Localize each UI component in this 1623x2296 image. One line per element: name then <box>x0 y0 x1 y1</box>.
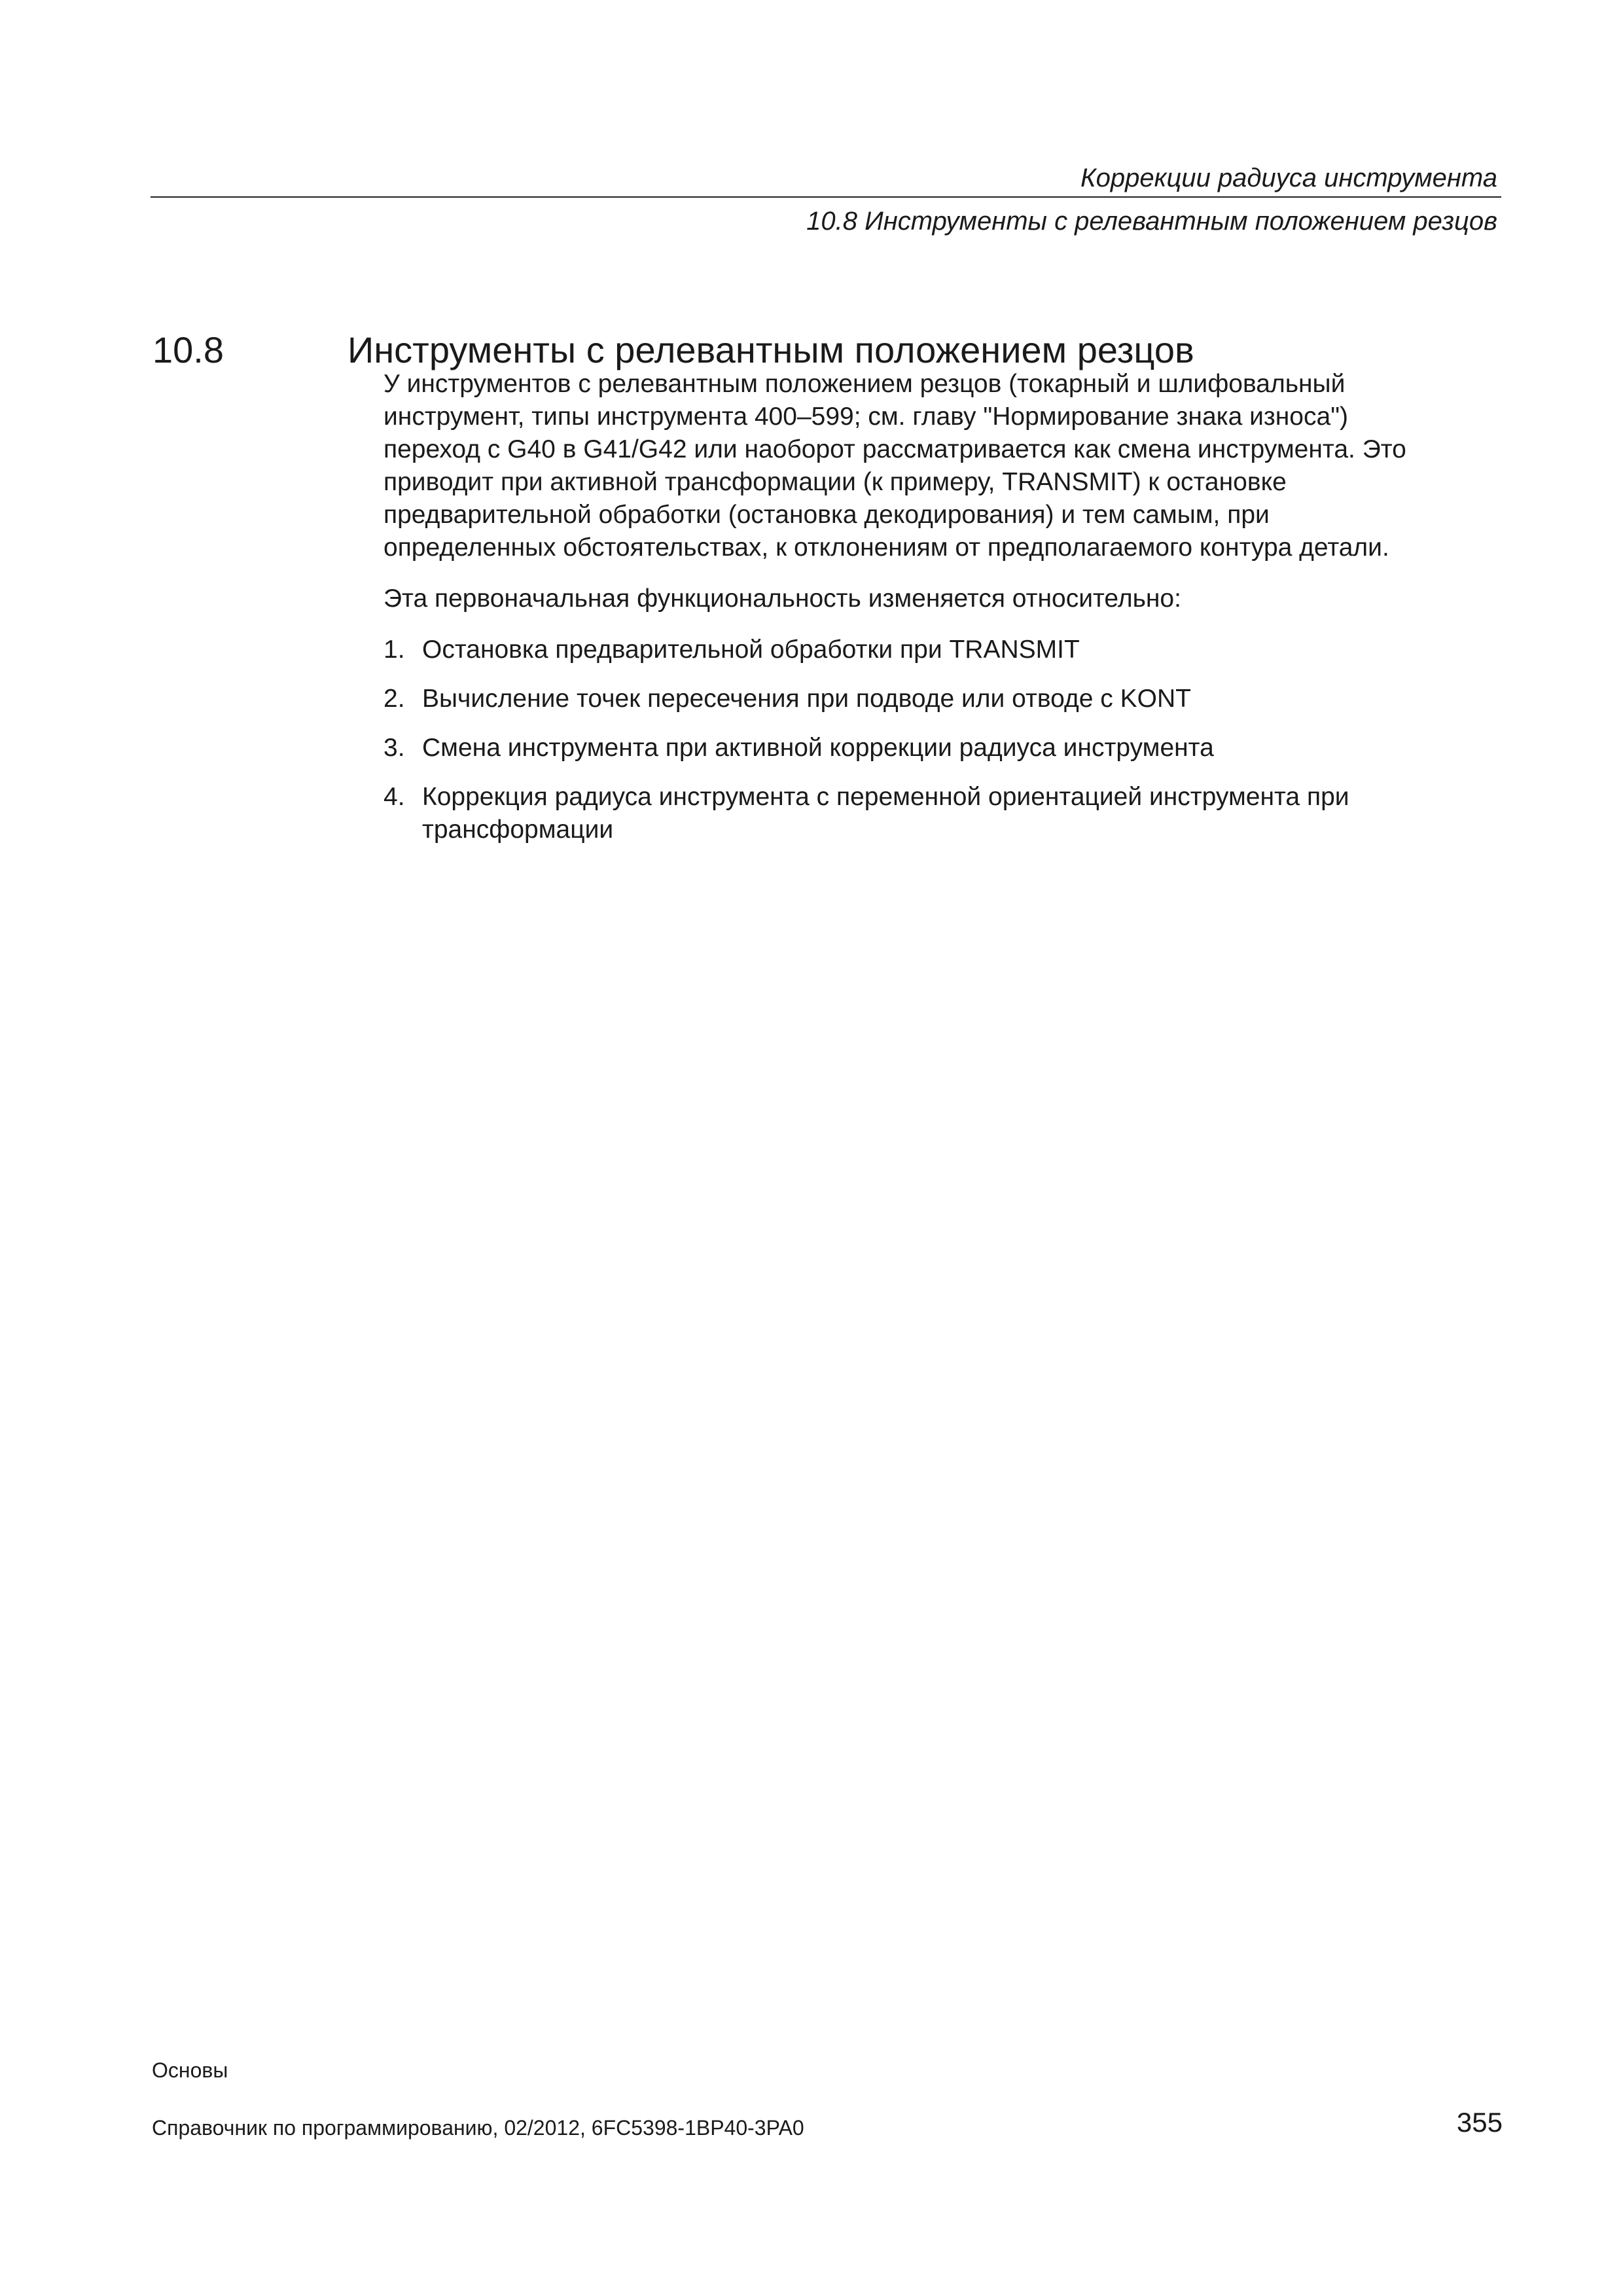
footer-doc-title: Основы <box>152 2058 228 2082</box>
numbered-list <box>383 634 1509 846</box>
list-item <box>383 683 1509 715</box>
body-text <box>383 368 1509 863</box>
paragraph-lead-in: Эта первоначальная функциональность изменяется относительно: <box>383 584 1181 613</box>
list-item <box>383 781 1509 846</box>
footer-bottom-line <box>152 2107 1503 2142</box>
paragraph-line: У инструментов с релевантным положением резцов (токарный и шлифовальный <box>383 370 1346 398</box>
list-marker: 4. <box>383 783 405 811</box>
header-rule <box>151 196 1501 198</box>
list-marker: 3. <box>383 734 405 762</box>
paragraph-intro <box>383 368 1509 564</box>
list-item-text: трансформации <box>422 816 614 844</box>
running-header <box>151 162 1501 237</box>
section-title: Инструменты с релевантным положением резцов <box>348 329 1194 370</box>
list-item-text: Коррекция радиуса инструмента с переменной ориентацией инструмента при <box>422 783 1349 811</box>
section-number: 10.8 <box>152 329 224 370</box>
list-marker: 2. <box>383 685 405 713</box>
paragraph-line: определенных обстоятельствах, к отклонениям от предполагаемого контура детали. <box>383 533 1389 562</box>
paragraph-line: приводит при активной трансформации (к примеру, TRANSMIT) к остановке <box>383 468 1287 496</box>
section-heading <box>152 327 1501 373</box>
page-footer <box>152 2057 1503 2142</box>
list-marker: 1. <box>383 636 405 664</box>
list-item-text: Остановка предварительной обработки при TRANSMIT <box>422 636 1080 664</box>
list-item <box>383 732 1509 764</box>
footer-doc-reference: Справочник по программированию, 02/2012, 6FC5398-1BP40-3PA0 <box>152 2116 804 2140</box>
running-header-section: 10.8 Инструменты с релевантным положением резцов <box>806 207 1497 236</box>
list-item <box>383 634 1509 666</box>
list-item-text: Вычисление точек пересечения при подводе или отводе с KONT <box>422 685 1191 713</box>
list-item-text: Смена инструмента при активной коррекции радиуса инструмента <box>422 734 1214 762</box>
paragraph-line: переход с G40 в G41/G42 или наоборот рассматривается как смена инструмента. Это <box>383 435 1406 463</box>
paragraph-line: предварительной обработки (остановка декодирования) и тем самым, при <box>383 501 1270 529</box>
page-number: 355 <box>1456 2107 1503 2138</box>
running-header-chapter: Коррекции радиуса инструмента <box>1080 164 1497 192</box>
paragraph-line: инструмент, типы инструмента 400–599; см. главу "Нормирование знака износа") <box>383 403 1349 431</box>
